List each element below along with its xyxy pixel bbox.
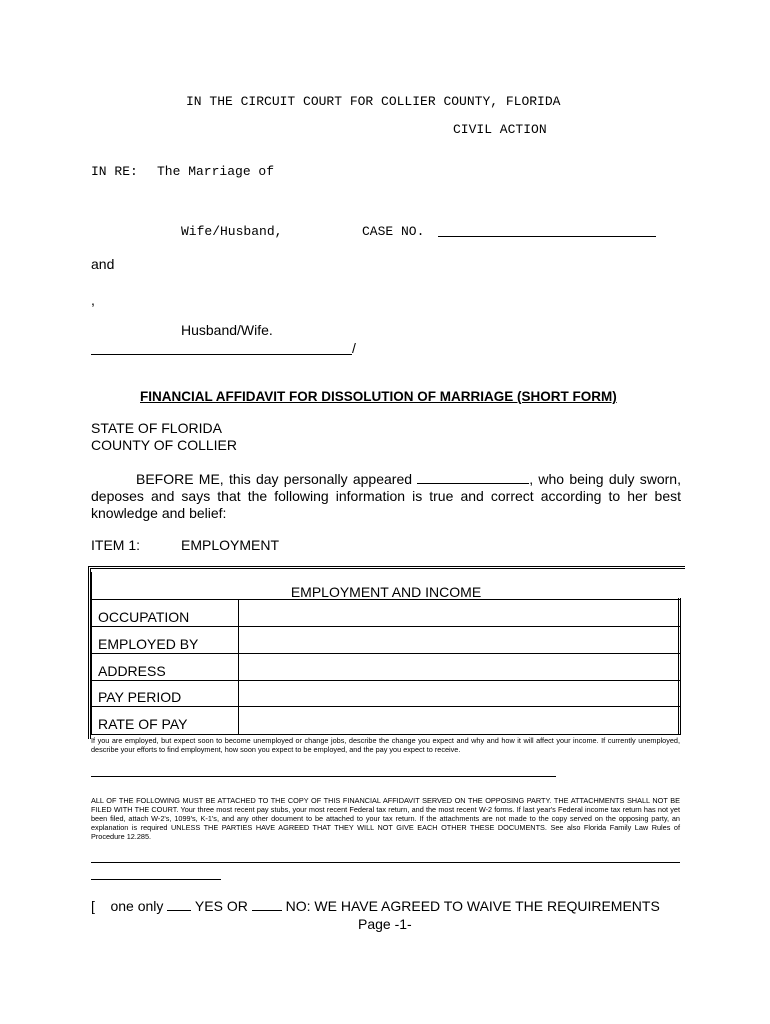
waiver-bracket: [ xyxy=(91,898,95,914)
address-field[interactable] xyxy=(239,654,678,680)
case-number-field[interactable] xyxy=(438,236,656,237)
wife-husband-label: Wife/Husband, xyxy=(181,224,283,239)
and-label: and xyxy=(91,256,115,272)
intro-text-part2: , who being duly sworn, deposes and says that the following information is true and correct according to her best knowledge and belief: xyxy=(91,471,681,521)
intro-text-part1: BEFORE ME, this day personally appeared xyxy=(136,471,413,487)
employed-by-label: EMPLOYED BY xyxy=(98,636,199,652)
caption-slash: / xyxy=(352,340,356,356)
table-divider xyxy=(91,734,680,735)
table-right-border xyxy=(678,598,681,735)
affiant-name-field[interactable] xyxy=(417,471,529,484)
in-re-label: IN RE: xyxy=(91,164,138,179)
item1-label: ITEM 1: xyxy=(91,537,141,553)
civil-action-label: CIVIL ACTION xyxy=(453,122,547,137)
marriage-of-label: The Marriage of xyxy=(157,164,275,179)
affiant-paragraph xyxy=(91,471,681,522)
party-comma: , xyxy=(91,292,95,308)
employed-by-field[interactable] xyxy=(239,627,678,653)
no-checkbox-blank[interactable] xyxy=(252,898,282,911)
occupation-label: OCCUPATION xyxy=(98,609,190,625)
husband-wife-label: Husband/Wife. xyxy=(181,322,273,338)
yes-checkbox-blank[interactable] xyxy=(167,898,191,911)
explanation-line[interactable] xyxy=(91,776,556,777)
caption-closing-line xyxy=(91,354,352,355)
one-only-label: one only xyxy=(110,898,164,914)
rate-of-pay-label: RATE OF PAY xyxy=(98,716,188,732)
employment-table-heading: EMPLOYMENT AND INCOME xyxy=(290,584,482,600)
pay-period-field[interactable] xyxy=(239,681,678,706)
waiver-no-text: NO: WE HAVE AGREED TO WAIVE THE REQUIREMENTS xyxy=(285,898,660,914)
state-label: STATE OF FLORIDA xyxy=(91,420,222,436)
document-title: FINANCIAL AFFIDAVIT FOR DISSOLUTION OF MARRIAGE (SHORT FORM) xyxy=(140,389,617,404)
address-label: ADDRESS xyxy=(98,663,166,679)
explanation-line[interactable] xyxy=(91,879,221,880)
case-no-label: CASE NO. xyxy=(362,224,425,239)
occupation-field[interactable] xyxy=(239,600,678,626)
pay-period-label: PAY PERIOD xyxy=(98,689,182,705)
employment-instructions: If you are employed, but expect soon to become unemployed or change jobs, describe the change you expect and why and how it will affect your income. If currently unemployed, describe your efforts to find employment, how soon you expect to be employed, and the pay you expect to receive. xyxy=(91,736,680,754)
explanation-line[interactable] xyxy=(91,862,680,863)
waiver-statement xyxy=(91,898,660,914)
yes-or-label: YES OR xyxy=(194,898,248,914)
rate-of-pay-field[interactable] xyxy=(239,707,678,734)
county-label: COUNTY OF COLLIER xyxy=(91,437,237,453)
court-heading: IN THE CIRCUIT COURT FOR COLLIER COUNTY, FLORIDA xyxy=(186,94,561,109)
page-number: Page -1- xyxy=(358,916,412,932)
item1-name: EMPLOYMENT xyxy=(181,537,280,553)
attachments-instructions: ALL OF THE FOLLOWING MUST BE ATTACHED TO THE COPY OF THIS FINANCIAL AFFIDAVIT SERVED ON THE OPPOSING PARTY. THE ATTACHMENTS SHALL NOT BE FILED WITH THE COURT. Your three most recent pay stubs, your most recent Federal tax return, and the most recent W-2 forms. If last year's Federal income tax return has not yet been filed, attach W-2's, 1099's, K-1's, and any other document to be attached to your tax return. If the attachments are not made to the copy served on the opposing party, an explanation is required UNLESS THE PARTIES HAVE AGREED THAT THEY WILL NOT GIVE EACH OTHER THESE DOCUMENTS. See also Florida Family Law Rules of Procedure 12.285. xyxy=(91,796,680,841)
